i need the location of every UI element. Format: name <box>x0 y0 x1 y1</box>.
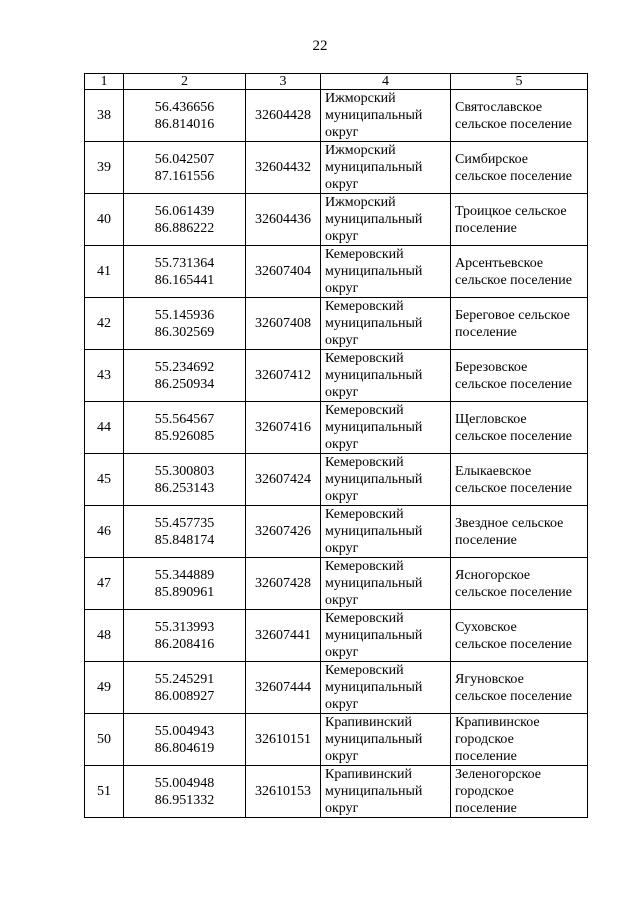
row-number: 39 <box>97 160 111 175</box>
table-body <box>85 90 588 818</box>
row-number-cell <box>85 194 124 246</box>
oktmo-code: 32610151 <box>255 732 311 747</box>
row-number-cell <box>85 402 124 454</box>
district-name-line: Кемеровский <box>325 507 404 522</box>
latitude: 55.731364 <box>154 255 215 271</box>
district-name-line: муниципальный <box>325 524 423 539</box>
district-name-line: округ <box>325 697 359 712</box>
table-row <box>85 662 588 714</box>
district-name-line: Кемеровский <box>325 351 404 366</box>
district-name-line: Крапивинский <box>325 715 412 730</box>
settlement-name-line: сельское поселение <box>455 272 572 288</box>
settlement-name-line: Троицкое сельское <box>455 203 567 219</box>
settlement-name-line: Зеленогорское <box>455 767 542 782</box>
code-cell <box>246 766 321 818</box>
district-name-line: муниципальный <box>325 628 423 643</box>
code-cell <box>246 454 321 506</box>
district-name-line: округ <box>325 385 359 400</box>
oktmo-code: 32604432 <box>255 160 311 175</box>
district-name-line: округ <box>325 177 359 192</box>
longitude: 85.848174 <box>154 532 215 548</box>
longitude: 86.302569 <box>154 324 215 340</box>
table-row <box>85 610 588 662</box>
longitude: 86.165441 <box>154 272 215 288</box>
longitude: 86.951332 <box>154 792 215 808</box>
longitude: 86.250934 <box>154 376 215 392</box>
row-number: 48 <box>97 628 111 643</box>
row-number: 46 <box>97 524 111 539</box>
settlement-name-line: сельское поселение <box>455 168 572 184</box>
coordinates-cell <box>124 610 246 662</box>
latitude: 55.313993 <box>154 619 215 635</box>
table-row <box>85 558 588 610</box>
settlement-name-line: сельское поселение <box>455 116 572 132</box>
coordinates-cell <box>124 194 246 246</box>
table-row <box>85 714 588 766</box>
code-cell <box>246 90 321 142</box>
code-cell <box>246 610 321 662</box>
district-name-line: Крапивинский <box>325 767 412 782</box>
district-name-line: округ <box>325 489 359 504</box>
row-number: 45 <box>97 472 111 487</box>
settlement-name-line: Крапивинское <box>455 715 540 730</box>
coordinates-cell <box>124 714 246 766</box>
row-number: 41 <box>97 264 111 279</box>
code-cell <box>246 298 321 350</box>
row-number-cell <box>85 506 124 558</box>
row-number: 51 <box>97 784 111 799</box>
district-name-line: Кемеровский <box>325 663 404 678</box>
settlement-cell <box>451 246 588 298</box>
settlement-cell <box>451 610 588 662</box>
settlement-cell <box>451 90 588 142</box>
row-number: 49 <box>97 680 111 695</box>
district-name-line: округ <box>325 437 359 452</box>
longitude: 86.804619 <box>154 740 215 756</box>
district-name-line: округ <box>325 645 359 660</box>
settlement-name-line: городское <box>455 784 514 799</box>
settlement-name-line: Ясногорское <box>455 567 531 583</box>
district-name-line: Кемеровский <box>325 559 404 574</box>
latitude: 56.042507 <box>154 151 215 167</box>
settlement-name-line: поселение <box>455 749 517 764</box>
settlement-name-line: Арсентьевское <box>455 255 544 271</box>
coordinates-cell <box>124 298 246 350</box>
settlement-name-line: Святославское <box>455 99 543 115</box>
table-row <box>85 90 588 142</box>
latitude: 56.436656 <box>154 99 215 115</box>
district-cell <box>321 194 451 246</box>
oktmo-code: 32607441 <box>255 628 311 643</box>
longitude: 86.886222 <box>154 220 215 236</box>
district-name-line: муниципальный <box>325 316 423 331</box>
oktmo-code: 32607416 <box>255 420 311 435</box>
settlement-cell <box>451 194 588 246</box>
row-number-cell <box>85 454 124 506</box>
district-name-line: муниципальный <box>325 420 423 435</box>
table-row <box>85 194 588 246</box>
data-table <box>84 73 588 818</box>
oktmo-code: 32607424 <box>255 472 311 487</box>
settlement-name-line: Береговое сельское <box>455 307 570 323</box>
coordinates-cell <box>124 454 246 506</box>
settlement-name-line: городское <box>455 732 514 747</box>
district-name-line: округ <box>325 125 359 140</box>
coordinates-cell <box>124 506 246 558</box>
district-name-line: муниципальный <box>325 264 423 279</box>
district-name-line: округ <box>325 229 359 244</box>
table-row <box>85 506 588 558</box>
settlement-name-line: поселение <box>455 220 517 236</box>
settlement-cell <box>451 558 588 610</box>
code-cell <box>246 506 321 558</box>
settlement-cell <box>451 142 588 194</box>
coordinates-cell <box>124 402 246 454</box>
longitude: 86.814016 <box>154 116 215 132</box>
settlement-name-line: сельское поселение <box>455 428 572 444</box>
table-row <box>85 142 588 194</box>
latitude: 55.344889 <box>154 567 215 583</box>
settlement-cell <box>451 506 588 558</box>
settlement-name-line: сельское поселение <box>455 584 572 600</box>
district-cell <box>321 298 451 350</box>
settlement-name-line: Березовское <box>455 359 528 375</box>
district-name-line: муниципальный <box>325 472 423 487</box>
district-name-line: Ижморский <box>325 195 396 210</box>
row-number: 40 <box>97 212 111 227</box>
latitude: 55.145936 <box>154 307 215 323</box>
table-row <box>85 350 588 402</box>
column-header: 2 <box>124 74 246 90</box>
settlement-cell <box>451 350 588 402</box>
code-cell <box>246 142 321 194</box>
oktmo-code: 32607404 <box>255 264 311 279</box>
row-number: 43 <box>97 368 111 383</box>
latitude: 55.234692 <box>154 359 215 375</box>
page-number: 22 <box>312 38 328 54</box>
settlement-name-line: сельское поселение <box>455 688 572 704</box>
settlement-name-line: Симбирское <box>455 151 528 167</box>
district-name-line: округ <box>325 801 359 816</box>
table-row <box>85 298 588 350</box>
district-name-line: округ <box>325 281 359 296</box>
settlement-cell <box>451 662 588 714</box>
oktmo-code: 32607428 <box>255 576 311 591</box>
latitude: 55.564567 <box>154 411 215 427</box>
settlement-cell <box>451 766 588 818</box>
district-name-line: муниципальный <box>325 732 423 747</box>
settlement-cell <box>451 402 588 454</box>
code-cell <box>246 246 321 298</box>
district-cell <box>321 402 451 454</box>
district-name-line: округ <box>325 541 359 556</box>
district-name-line: муниципальный <box>325 680 423 695</box>
row-number-cell <box>85 558 124 610</box>
column-header: 4 <box>321 74 451 90</box>
district-name-line: муниципальный <box>325 160 423 175</box>
district-cell <box>321 506 451 558</box>
table-row <box>85 402 588 454</box>
oktmo-code: 32604428 <box>255 108 311 123</box>
column-header: 3 <box>246 74 321 90</box>
row-number-cell <box>85 714 124 766</box>
table-header-row <box>85 74 588 90</box>
district-cell <box>321 350 451 402</box>
coordinates-cell <box>124 246 246 298</box>
longitude: 85.926085 <box>154 428 215 444</box>
table-row <box>85 766 588 818</box>
district-cell <box>321 766 451 818</box>
latitude: 55.004948 <box>154 775 215 791</box>
longitude: 87.161556 <box>154 168 215 184</box>
coordinates-cell <box>124 558 246 610</box>
coordinates-cell <box>124 90 246 142</box>
row-number: 44 <box>97 420 111 435</box>
district-cell <box>321 246 451 298</box>
table-row <box>85 246 588 298</box>
settlement-name-line: сельское поселение <box>455 636 572 652</box>
code-cell <box>246 558 321 610</box>
settlement-cell <box>451 714 588 766</box>
district-cell <box>321 142 451 194</box>
row-number-cell <box>85 350 124 402</box>
district-name-line: муниципальный <box>325 784 423 799</box>
row-number-cell <box>85 142 124 194</box>
district-name-line: Ижморский <box>325 143 396 158</box>
district-name-line: муниципальный <box>325 108 423 123</box>
code-cell <box>246 662 321 714</box>
district-cell <box>321 90 451 142</box>
district-cell <box>321 714 451 766</box>
row-number-cell <box>85 298 124 350</box>
oktmo-code: 32607444 <box>255 680 311 695</box>
district-name-line: Кемеровский <box>325 299 404 314</box>
coordinates-cell <box>124 766 246 818</box>
coordinates-cell <box>124 350 246 402</box>
row-number: 47 <box>97 576 111 591</box>
district-cell <box>321 558 451 610</box>
row-number-cell <box>85 610 124 662</box>
district-cell <box>321 610 451 662</box>
settlement-name-line: сельское поселение <box>455 376 572 392</box>
district-name-line: округ <box>325 593 359 608</box>
oktmo-code: 32607412 <box>255 368 311 383</box>
settlement-name-line: Елыкаевское <box>455 463 532 479</box>
oktmo-code: 32607426 <box>255 524 311 539</box>
district-name-line: муниципальный <box>325 212 423 227</box>
oktmo-code: 32610153 <box>255 784 311 799</box>
code-cell <box>246 714 321 766</box>
settlement-cell <box>451 298 588 350</box>
settlement-name-line: Щегловское <box>455 411 527 427</box>
longitude: 86.208416 <box>154 636 215 652</box>
row-number-cell <box>85 246 124 298</box>
latitude: 55.457735 <box>154 515 215 531</box>
settlement-name-line: Суховское <box>455 619 517 635</box>
district-cell <box>321 662 451 714</box>
code-cell <box>246 194 321 246</box>
settlement-name-line: Звездное сельское <box>455 515 564 531</box>
row-number-cell <box>85 662 124 714</box>
district-name-line: округ <box>325 333 359 348</box>
district-cell <box>321 454 451 506</box>
settlement-name-line: Ягуновское <box>455 671 524 687</box>
coordinates-cell <box>124 662 246 714</box>
district-name-line: муниципальный <box>325 576 423 591</box>
coordinates-cell <box>124 142 246 194</box>
district-name-line: округ <box>325 749 359 764</box>
longitude: 85.890961 <box>154 584 215 600</box>
longitude: 86.008927 <box>154 688 215 704</box>
code-cell <box>246 350 321 402</box>
settlement-name-line: сельское поселение <box>455 480 572 496</box>
table-row <box>85 454 588 506</box>
row-number-cell <box>85 766 124 818</box>
settlement-name-line: поселение <box>455 801 517 816</box>
oktmo-code: 32607408 <box>255 316 311 331</box>
latitude: 55.300803 <box>154 463 215 479</box>
code-cell <box>246 402 321 454</box>
oktmo-code: 32604436 <box>255 212 311 227</box>
row-number: 42 <box>97 316 111 331</box>
longitude: 86.253143 <box>154 480 215 496</box>
district-name-line: Кемеровский <box>325 247 404 262</box>
row-number: 50 <box>97 732 111 747</box>
district-name-line: Ижморский <box>325 91 396 106</box>
district-name-line: Кемеровский <box>325 403 404 418</box>
district-name-line: Кемеровский <box>325 455 404 470</box>
settlement-name-line: поселение <box>455 532 517 548</box>
latitude: 55.004943 <box>154 723 215 739</box>
row-number-cell <box>85 90 124 142</box>
column-header: 5 <box>451 74 588 90</box>
row-number: 38 <box>97 108 111 123</box>
column-header: 1 <box>85 74 124 90</box>
settlement-name-line: поселение <box>455 324 517 340</box>
latitude: 55.245291 <box>154 671 215 687</box>
settlement-cell <box>451 454 588 506</box>
latitude: 56.061439 <box>154 203 215 219</box>
district-name-line: Кемеровский <box>325 611 404 626</box>
district-name-line: муниципальный <box>325 368 423 383</box>
